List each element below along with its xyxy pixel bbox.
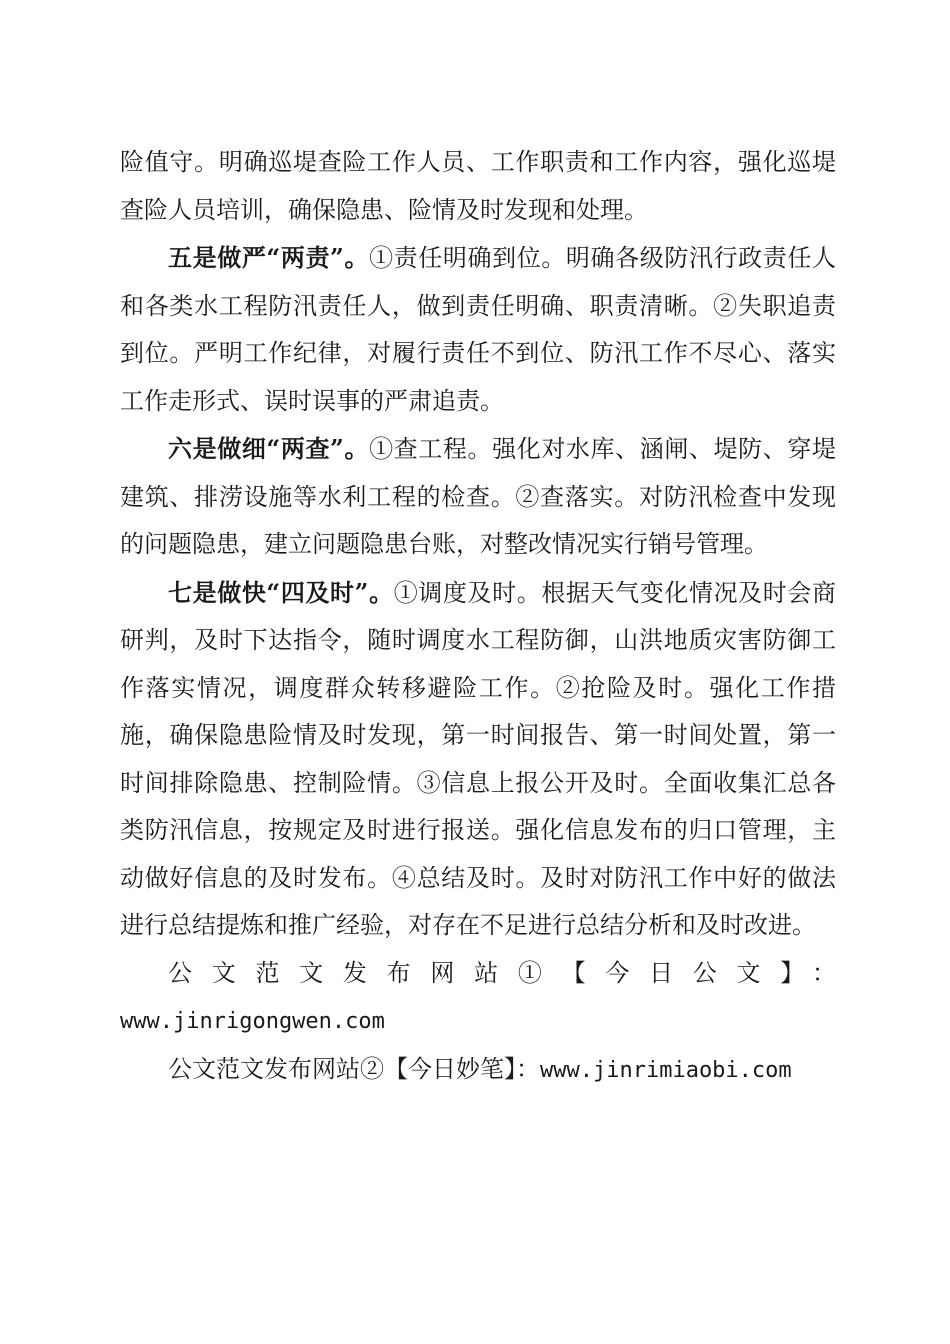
paragraph-continuation — [120, 139, 836, 234]
paragraph-text: 险值守。明确巡堤查险工作人员、工作职责和工作内容，强化巡堤查险人员培训，确保隐患、险情及时发现和处理。 — [120, 148, 836, 224]
website-url-line-1 — [120, 997, 836, 1046]
paragraph-lead: 七是做快“四及时”。 — [168, 577, 394, 607]
website-url-link[interactable]: www.jinrigongwen.com — [120, 1009, 385, 1034]
website-line-1 — [120, 950, 836, 998]
paragraph-text: ①查工程。强化对水库、涵闸、堤防、穿堤建筑、排涝设施等水利工程的检查。②查落实。对防汛检查中发现的问题隐患，建立问题隐患台账，对整改情况实行销号管理。 — [120, 435, 837, 558]
document-page — [120, 139, 836, 1094]
paragraph-six — [120, 425, 836, 569]
website-url-link[interactable]: www.jinrimiaobi.com — [540, 1057, 792, 1083]
paragraph-seven — [120, 569, 836, 950]
paragraph-text: ①责任明确到位。明确各级防汛行政责任人和各类水工程防汛责任人，做到责任明确、职责清晰。②失职追责到位。严明工作纪律，对履行责任不到位、防汛工作不尽心、落实工作走形式、误时误事的严肃追责。 — [120, 244, 837, 415]
paragraph-text: ①调度及时。根据天气变化情况及时会商研判，及时下达指令，随时调度水工程防御，山洪地质灾害防御工作落实情况，调度群众转移避险工作。②抢险及时。强化工作措施，确保隐患险情及时发现，第一时间报告、第一时间处置，第一时间排除隐患、控制险情。③信息上报公开及时。全面收集汇总各类防汛信息，按规定及时进行报送。强化信息发布的归口管理，主动做好信息的及时发布。④总结及时。及时对防汛工作中好的做法进行总结提炼和推广经验，对存在不足进行总结分析和及时改进。 — [120, 578, 837, 939]
paragraph-lead: 六是做细“两查”。 — [168, 434, 370, 463]
paragraph-lead: 五是做严“两责”。 — [168, 243, 370, 272]
website-label: 公文范文发布网站②【今日妙笔】： — [168, 1054, 540, 1083]
paragraph-five — [120, 234, 836, 425]
website-line-2 — [120, 1046, 836, 1095]
website-label: 公文范文发布网站①【今日公文】： — [168, 958, 836, 987]
